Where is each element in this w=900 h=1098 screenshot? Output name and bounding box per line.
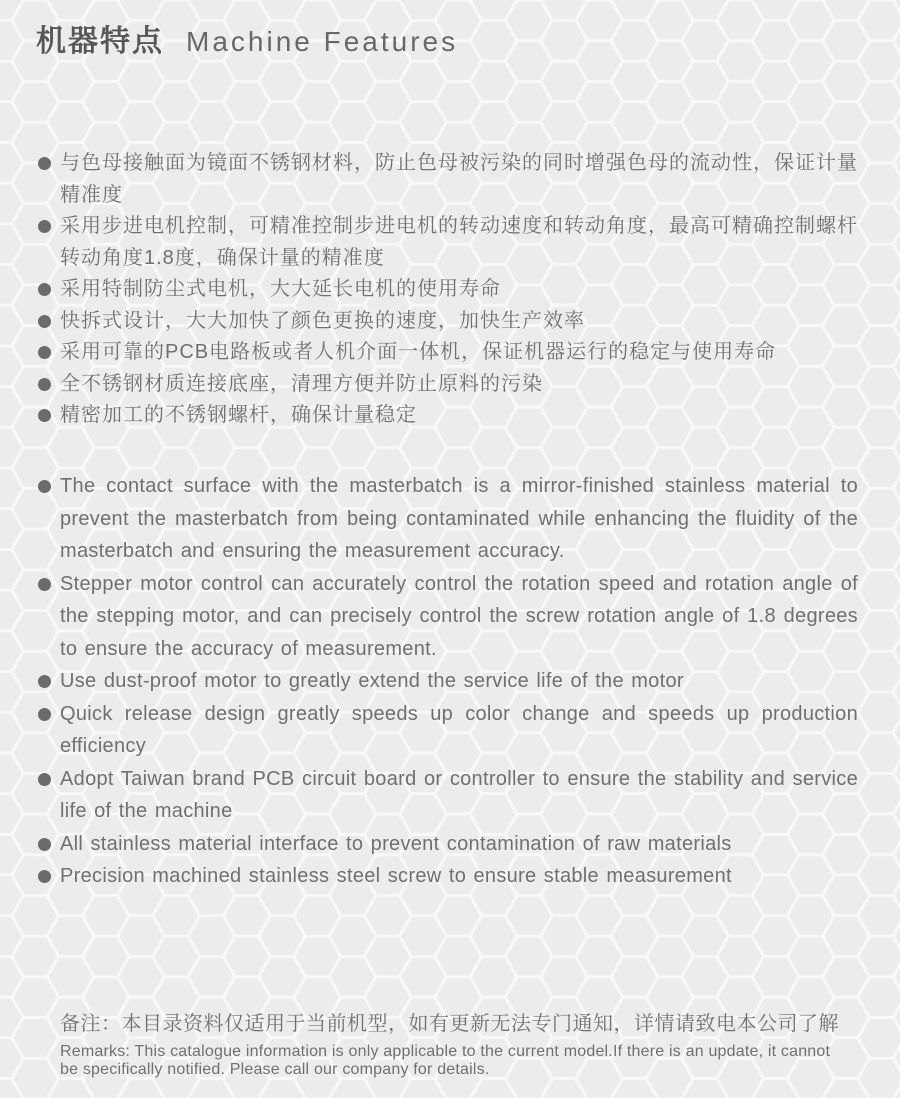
feature-item-en bbox=[38, 763, 858, 828]
remarks-zh: 备注：本目录资料仅适用于当前机型，如有更新无法专门通知，详情请致电本公司了解 bbox=[60, 1013, 839, 1035]
feature-text: 快拆式设计，大大加快了颜色更换的速度，加快生产效率 bbox=[60, 309, 585, 332]
feature-text: Quick release design greatly speeds up color change and speeds up production efficiency bbox=[60, 702, 858, 757]
remarks-en: Remarks: This catalogue information is only applicable to the current model.If there is an update, it cannot be specifically notified. Please call our company for details. bbox=[60, 1043, 831, 1078]
page-title-en: Machine Features bbox=[186, 26, 459, 57]
feature-text: 与色母接触面为镜面不锈钢材料，防止色母被污染的同时增强色母的流动性，保证计量精准度 bbox=[60, 152, 858, 206]
feature-item-zh bbox=[38, 369, 858, 401]
feature-item-zh bbox=[38, 400, 858, 432]
bullet-icon bbox=[38, 870, 51, 883]
bullet-icon bbox=[38, 675, 51, 688]
bullet-icon bbox=[38, 578, 51, 591]
bullet-icon bbox=[38, 409, 51, 422]
feature-item-zh bbox=[38, 274, 858, 306]
features-list-zh bbox=[38, 148, 858, 432]
feature-text: 精密加工的不锈钢螺杆，确保计量稳定 bbox=[60, 404, 417, 426]
bullet-icon bbox=[38, 157, 51, 170]
feature-item-zh bbox=[38, 337, 858, 369]
feature-item-en bbox=[38, 665, 858, 698]
bullet-icon bbox=[38, 220, 51, 233]
feature-text: 全不锈钢材质连接底座，清理方便并防止原料的污染 bbox=[60, 372, 543, 395]
feature-text: Use dust-proof motor to greatly extend the service life of the motor bbox=[60, 670, 684, 692]
bullet-icon bbox=[38, 773, 51, 786]
bullet-icon bbox=[38, 480, 51, 493]
feature-text: Stepper motor control can accurately control the rotation speed and rotation angle of the stepping motor, and can precisely control the screw rotation angle of 1.8 degrees to ensure the accuracy of measurement. bbox=[60, 572, 858, 660]
feature-text: 采用步进电机控制，可精准控制步进电机的转动速度和转动角度，最高可精确控制螺杆转动角度1.8度，确保计量的精准度 bbox=[60, 215, 858, 269]
bullet-icon bbox=[38, 315, 51, 328]
feature-item-en bbox=[38, 470, 858, 568]
bullet-icon bbox=[38, 838, 51, 851]
bullet-icon bbox=[38, 708, 51, 721]
feature-item-zh bbox=[38, 148, 858, 211]
features-list-en bbox=[38, 470, 858, 893]
bullet-icon bbox=[38, 378, 51, 391]
remarks-section bbox=[60, 1010, 848, 1078]
feature-item-zh bbox=[38, 306, 858, 338]
feature-item-en bbox=[38, 568, 858, 666]
bullet-icon bbox=[38, 283, 51, 296]
feature-text: Adopt Taiwan brand PCB circuit board or controller to ensure the stability and service life of the machine bbox=[60, 767, 858, 822]
feature-item-en bbox=[38, 698, 858, 763]
feature-item-zh bbox=[38, 211, 858, 274]
feature-text: 采用可靠的PCB电路板或者人机介面一体机，保证机器运行的稳定与使用寿命 bbox=[60, 341, 777, 363]
feature-text: All stainless material interface to prevent contamination of raw materials bbox=[60, 832, 732, 855]
page-title-zh: 机器特点 bbox=[36, 25, 164, 58]
bullet-icon bbox=[38, 346, 51, 359]
feature-text: Precision machined stainless steel screw to ensure stable measurement bbox=[60, 865, 732, 887]
feature-text: The contact surface with the masterbatch is a mirror-finished stainless material to prevent the masterbatch from being contaminated while enhancing the fluidity of the masterbatch and ensuring the measurement accuracy. bbox=[60, 475, 858, 562]
feature-text: 采用特制防尘式电机，大大延长电机的使用寿命 bbox=[60, 278, 501, 300]
page-header bbox=[36, 16, 458, 60]
feature-item-en bbox=[38, 828, 858, 861]
feature-item-en bbox=[38, 860, 858, 893]
